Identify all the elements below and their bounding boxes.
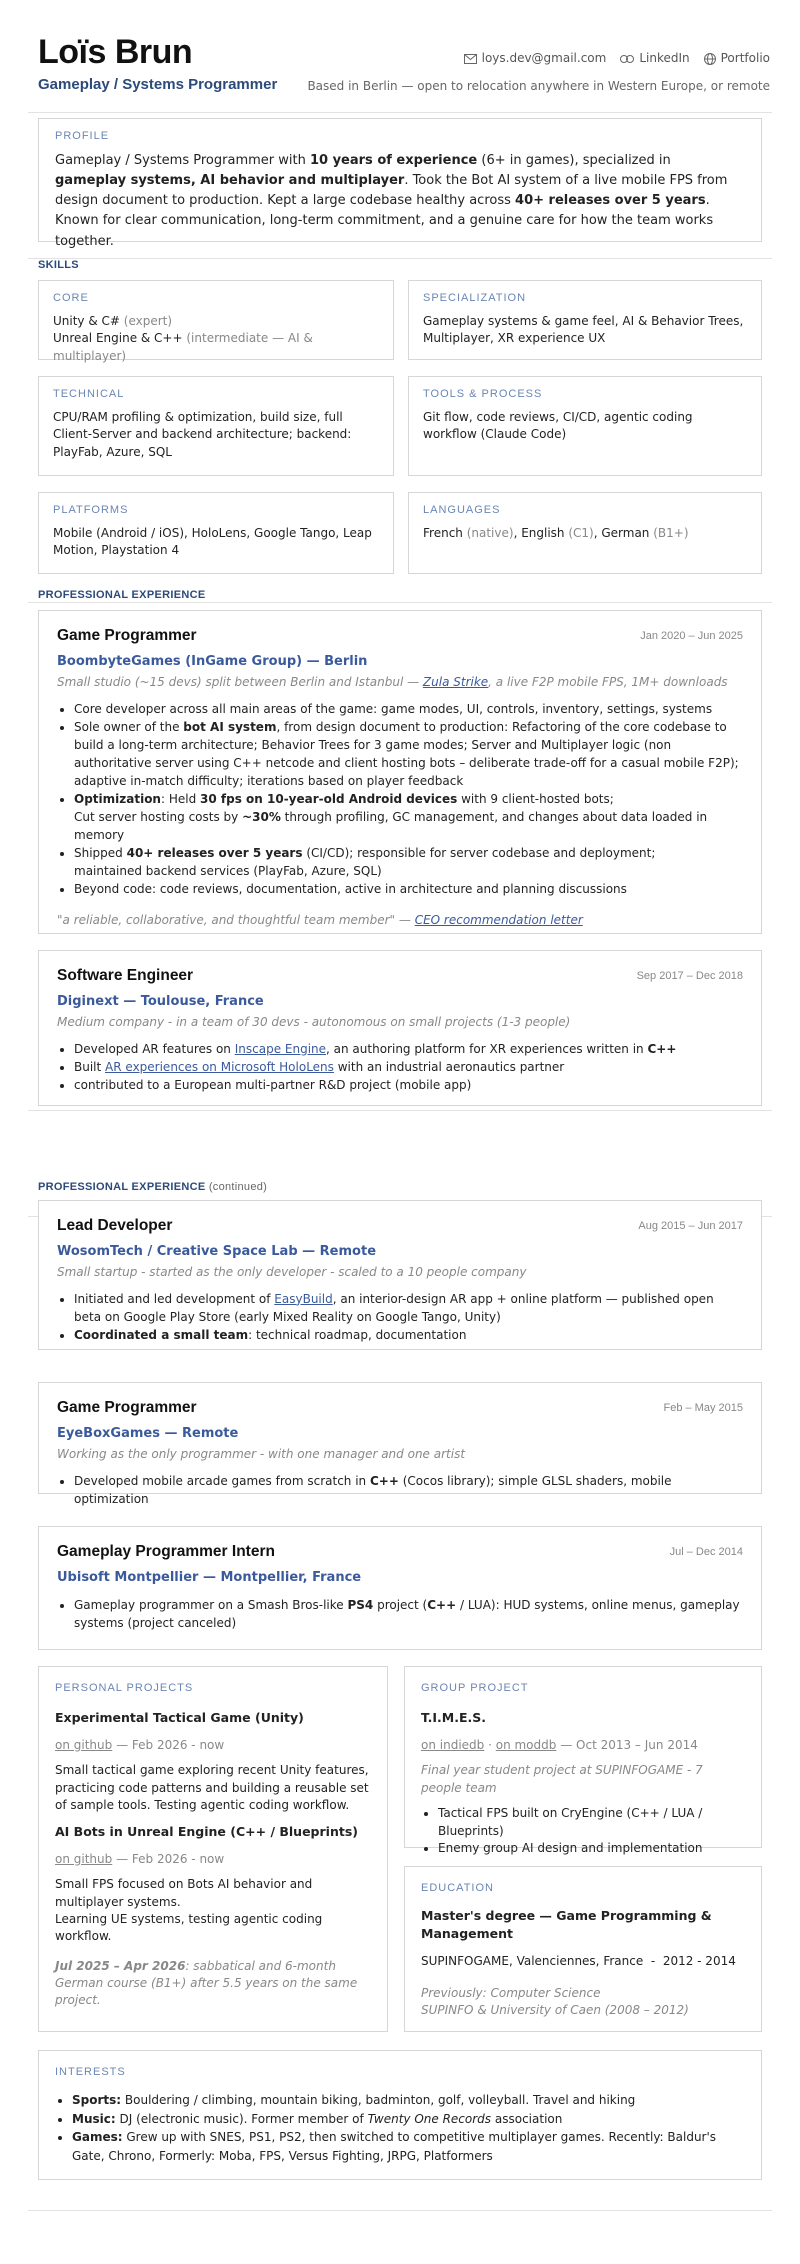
job-bullets: • Core developer across all main areas of the game: game modes, UI, controls, inventory, settings, systems • Sole owner of the bot AI system, from design document to production: Refactoring of the core codebase to build a long-term architecture; Behavior Trees for 3 game modes; Server and Multiplayer logic (non authoritative server using C++ netcode and client hosting bots – deliberate trade-off for a casual mobile F2P); adaptive in-match difficulty; iterations based on player feedback • Optimization: Held 30 fps on 10-year-old Android devices with 9 client-hosted bots; Cut server hosting costs by ~30% through profiling, GC management, and changes about data loaded in memory • Shipped 40+ releases over 5 years (CI/CD); responsible for server codebase and deployment; maintained backend services (PlayFab, Azure, SQL) • Beyond code: code reviews, documentation, active in architecture and planning discussions bbox=[57, 700, 743, 898]
personal-projects-box: PERSONAL PROJECTS Experimental Tactical Game (Unity) on github — Feb 2026 - now Small tactical game exploring recent Unity features, practicing code patterns and building a reusable set of sample tools. Testing agentic coding workflow. AI Bots in Unreal Engine (C++ / Blueprints) on github — Feb 2026 - now Small FPS focused on Bots AI behavior and multiplayer systems. Learning UE systems, testing agentic coding workflow. Jul 2025 – Apr 2026: sabbatical and 6-month German course (B1+) after 5.5 years on the same project. bbox=[38, 1666, 388, 2032]
job-description: Small studio (~15 devs) split between Berlin and Istanbul — Zula Strike, a live F2P mobile FPS, 1M+ downloads bbox=[57, 675, 728, 690]
inscape-link[interactable]: Inscape Engine bbox=[234, 1041, 327, 1056]
skill-specialization: SPECIALIZATION Gameplay systems & game feel, AI & Behavior Trees, Multiplayer, XR experience UX bbox=[408, 280, 762, 360]
link-icon bbox=[620, 55, 634, 63]
recommendation-quote: "a reliable, collaborative, and thoughtful team member" — CEO recommendation letter bbox=[57, 912, 583, 927]
skill-platforms: PLATFORMS Mobile (Android / iOS), HoloLens, Google Tango, Leap Motion, Playstation 4 bbox=[38, 492, 394, 574]
mail-icon bbox=[464, 54, 477, 64]
profile-label: PROFILE bbox=[55, 130, 110, 142]
indiedb-link[interactable]: on indiedb bbox=[421, 1738, 485, 1753]
linkedin-link[interactable]: LinkedIn bbox=[620, 50, 689, 67]
contact-links bbox=[464, 50, 770, 67]
education-box: EDUCATION Master's degree — Game Programming & Management SUPINFOGAME, Valenciennes, France - 2012 - 2014 Previously: Computer Science SUPINFO & University of Caen (2008 – 2012) bbox=[404, 1866, 762, 2032]
job-date: Jan 2020 – Jun 2025 bbox=[640, 630, 743, 642]
job-diginext: Software Engineer Sep 2017 – Dec 2018 Diginext — Toulouse, France Medium company - in a team of 30 devs - autonomous on small projects (1-3 people) • Developed AR features on Inscape Engine, an authoring platform for XR experiences written in C++ • Built AR experiences on Microsoft HoloLens with an industrial aeronautics partner • contributed to a European multi-partner R&D project (mobile app) bbox=[38, 950, 762, 1106]
location-text: Based in Berlin — open to relocation anywhere in Western Europe, or remote bbox=[307, 79, 770, 93]
skill-core: CORE Unity & C# (expert) Unreal Engine & C++ (intermediate — AI & multiplayer) bbox=[38, 280, 394, 360]
profile-box bbox=[38, 118, 762, 249]
zula-strike-link[interactable]: Zula Strike bbox=[422, 675, 489, 690]
skills-heading: SKILLS bbox=[38, 259, 79, 271]
skill-languages: LANGUAGES French (native), English (C1), German (B1+) bbox=[408, 492, 762, 574]
project-title: Experimental Tactical Game (Unity) bbox=[55, 1709, 304, 1725]
easybuild-link[interactable]: EasyBuild bbox=[274, 1291, 333, 1306]
experience-heading: PROFESSIONAL EXPERIENCE bbox=[38, 589, 206, 601]
portfolio-link[interactable]: Portfolio bbox=[704, 50, 770, 67]
job-boombyte bbox=[38, 610, 762, 934]
experience-continued-heading: PROFESSIONAL EXPERIENCE (continued) bbox=[38, 1181, 268, 1193]
interests-box: INTERESTS • Sports: Bouldering / climbing, mountain biking, badminton, golf, volleyball. Travel and hiking • Music: DJ (electronic music). Former member of Twenty One Records association • Games: Grew up with SNES, PS1, PS2, then switched to competitive multiplayer games. Recently: Baldur's Gate, Chrono, Formerly: Moba, FPS, Versus Fighting, JRPG, Platformers bbox=[38, 2050, 762, 2180]
job-company: BoombyteGames (InGame Group) — Berlin bbox=[57, 654, 368, 670]
job-wosomtech: Lead Developer Aug 2015 – Jun 2017 WosomTech / Creative Space Lab — Remote Small startup - started as the only developer - scaled to a 10 people company • Initiated and led development of EasyBuild, an interior-design AR app + online platform — published open beta on Google Play Store (early Mixed Reality on Google Tango, Unity) • Coordinated a small team: technical roadmap, documentation bbox=[38, 1200, 762, 1350]
name-heading: Loïs Brun bbox=[38, 33, 193, 71]
skill-tools: TOOLS & PROCESS Git flow, code reviews, CI/CD, agentic coding workflow (Claude Code) bbox=[408, 376, 762, 476]
group-project-box: GROUP PROJECT T.I.M.E.S. on indiedb · on moddb — Oct 2013 – Jun 2014 Final year student project at SUPINFOGAME - 7 people team • Tactical FPS built on CryEngine (C++ / LUA / Blueprints) • Enemy group AI design and implementation bbox=[404, 1666, 762, 1848]
skill-technical: TECHNICAL CPU/RAM profiling & optimization, build size, full Client-Server and backend architecture; backend: PlayFab, Azure, SQL bbox=[38, 376, 394, 476]
role-subtitle: Gameplay / Systems Programmer bbox=[38, 76, 278, 93]
globe-icon bbox=[704, 53, 716, 65]
github-link-1[interactable]: on github bbox=[55, 1738, 113, 1753]
hololens-link[interactable]: AR experiences on Microsoft HoloLens bbox=[105, 1059, 334, 1074]
job-eyebox: Game Programmer Feb – May 2015 EyeBoxGames — Remote Working as the only programmer - with one manager and one artist • Developed mobile arcade games from scratch in C++ (Cocos library); simple GLSL shaders, mobile optimization bbox=[38, 1382, 762, 1494]
email-link[interactable]: loys.dev@gmail.com bbox=[464, 50, 607, 67]
job-ubisoft: Gameplay Programmer Intern Jul – Dec 2014 Ubisoft Montpellier — Montpellier, France • Gameplay programmer on a Smash Bros-like PS4 project (C++ / LUA): HUD systems, online menus, gameplay systems (project canceled) bbox=[38, 1526, 762, 1650]
moddb-link[interactable]: on moddb bbox=[495, 1738, 557, 1753]
ceo-letter-link[interactable]: CEO recommendation letter bbox=[414, 912, 583, 927]
job-title: Game Programmer bbox=[57, 627, 197, 644]
profile-text: Gameplay / Systems Programmer with 10 years of experience (6+ in games), specialized in gameplay systems, AI behavior and multiplayer. Took the Bot AI system of a live mobile FPS from design document to production. Kept a large codebase healthy across 40+ releases over 5 years. Known for clear communication, long-term commitment, and a genuine care for how the team works together. bbox=[55, 152, 728, 249]
github-link-2[interactable]: on github bbox=[55, 1851, 113, 1866]
